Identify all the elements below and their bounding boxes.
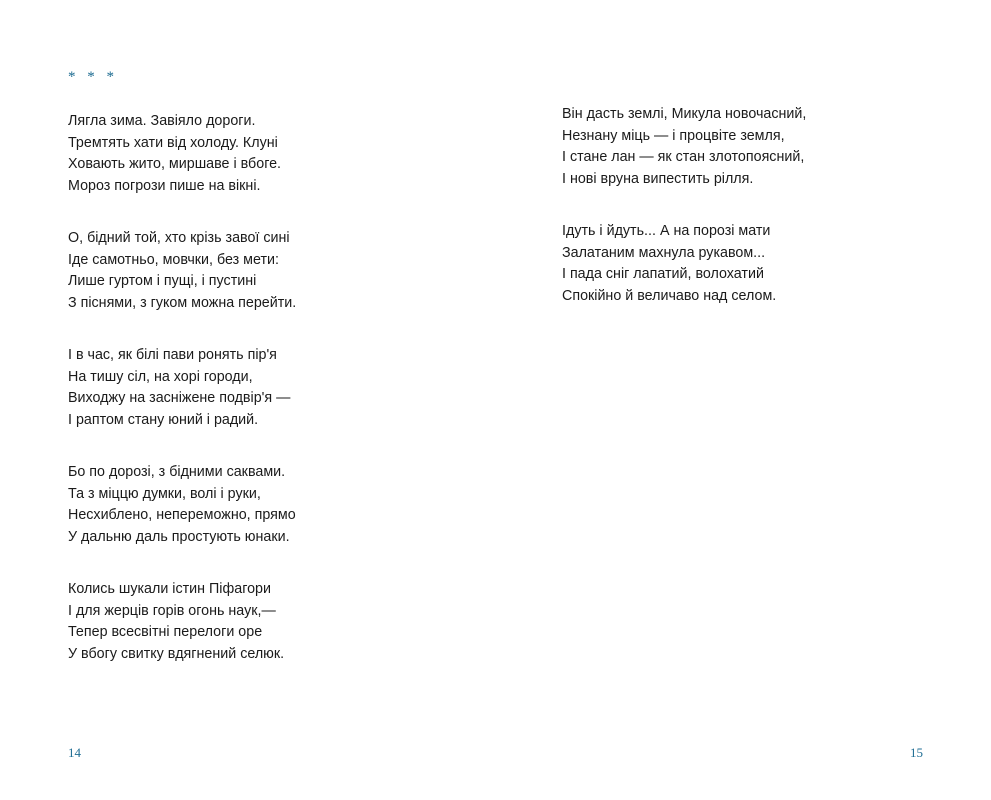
poem-line: Лягла зима. Завіяло дороги.: [68, 113, 256, 129]
poem-line: Залатаним махнула рукавом...: [562, 244, 766, 261]
poem-line: Та з міццю думки, волі і руки,: [68, 485, 261, 502]
page-number-left: 14: [68, 745, 81, 760]
stanza: [562, 221, 932, 307]
poem-line: Іде самотньо, мовчки, без мети:: [68, 251, 279, 268]
poem-line: Ховають жито, миршаве і вбоге.: [68, 156, 282, 172]
stanza: [68, 228, 438, 314]
poem-line: Він дасть землі, Микула новочасний,: [562, 106, 807, 122]
poem-line: І для жерців горів огонь наук,—: [68, 602, 276, 619]
poem-line: Бо по дорозі, з бідними саквами.: [68, 464, 286, 480]
poem-line: І раптом стану юний і радий.: [68, 411, 259, 428]
poem-line: І стане лан — як стан злотопоясний,: [562, 149, 805, 165]
poem-line: З піснями, з гуком можна перейти.: [68, 294, 297, 311]
poem-line: У дальню даль простують юнаки.: [68, 528, 290, 545]
poem-line: Мороз погрози пише на вікні.: [68, 177, 261, 194]
page-right: [496, 0, 991, 800]
poem-line: Виходжу на засніжене подвір'я —: [68, 390, 291, 406]
stanza: [68, 579, 438, 665]
poem-body-right: [562, 104, 932, 307]
poem-line: Спокійно й величаво над селом.: [562, 287, 777, 304]
poem-body-left: [68, 70, 438, 665]
page-left: [0, 0, 495, 800]
poem-line: У вбогу свитку вдягнений селюк.: [68, 645, 285, 662]
poem-line: Несхиблено, непереможно, прямо: [68, 507, 296, 523]
ornament-asterisks: * * *: [68, 69, 118, 85]
poem-line: І в час, як білі пави ронять пір'я: [68, 347, 277, 363]
poem-line: Незнану міць — і процвіте земля,: [562, 127, 785, 144]
stanza: [68, 111, 438, 197]
poem-line: Тепер всесвітні перелоги оре: [68, 624, 263, 640]
poem-line: Ідуть і йдуть... А на порозі мати: [562, 223, 771, 239]
poem-line: І пада сніг лапатий, волохатий: [562, 266, 764, 282]
stanza: [68, 462, 438, 548]
poem-line: О, бідний той, хто крізь завої сині: [68, 230, 290, 246]
poem-line: Колись шукали істин Піфагори: [68, 581, 271, 597]
poem-line: На тишу сіл, на хорі городи,: [68, 368, 253, 385]
poem-line: Тремтять хати від холоду. Клуні: [68, 134, 278, 151]
stanza: [562, 104, 932, 190]
poem-line: І нові вруна випестить рілля.: [562, 170, 754, 187]
poem-line: Лише гуртом і пущі, і пустині: [68, 273, 257, 289]
stanza: [68, 345, 438, 431]
page-number-right: 15: [910, 745, 923, 760]
